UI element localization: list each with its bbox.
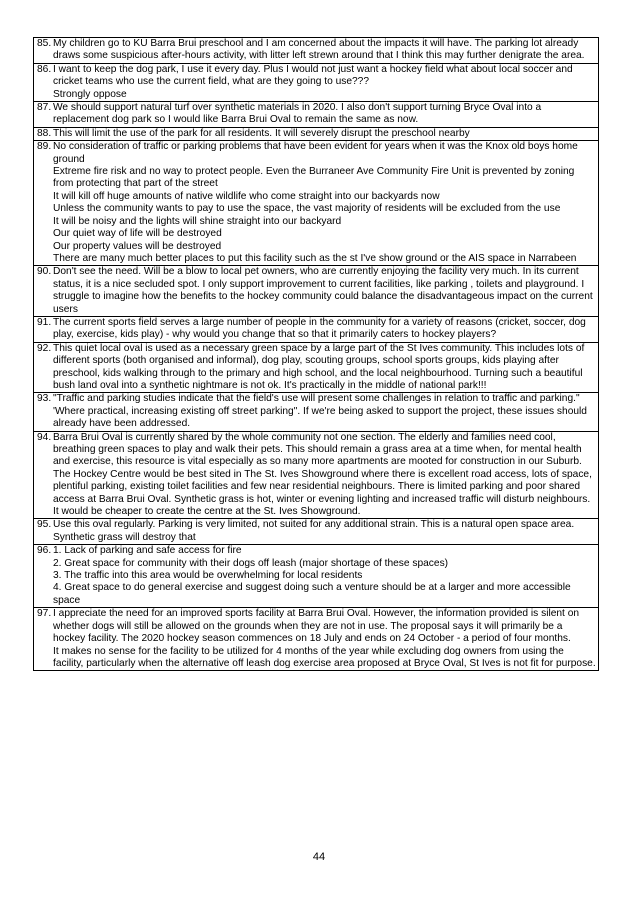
comment-line: I want to keep the dog park, I use it every day. Plus I would not just want a hockey field what about local soccer and cricket teams who use the current field, what are they going to use??? bbox=[53, 63, 573, 88]
comment-cell bbox=[34, 545, 599, 608]
comment-row bbox=[34, 608, 599, 671]
comments-table bbox=[33, 37, 599, 671]
comment-text bbox=[53, 432, 596, 519]
comment-content bbox=[37, 519, 596, 544]
comment-line: No consideration of traffic or parking problems that have been evident for years when it was the Knox old boys home ground bbox=[53, 141, 578, 165]
comment-content bbox=[37, 608, 596, 670]
comment-row bbox=[34, 63, 599, 101]
comment-line: Our quiet way of life will be destroyed bbox=[53, 228, 222, 240]
comments-table-body bbox=[34, 38, 599, 671]
comment-text bbox=[53, 128, 596, 140]
comment-number: 89. bbox=[37, 141, 52, 153]
comment-line: Don't see the need. Will be a blow to local pet owners, who are currently enjoying the facility very much. In its current status, it is a nice secluded spot. I only support improvement to current facilities, like parking , toilets and playground. I struggle to imagine how the benefits to the hockey community could balance the disadvantageous impact on the current users bbox=[53, 266, 593, 315]
comment-text bbox=[53, 545, 596, 607]
comment-line: There are many much better places to put this facility such as the st I've show ground or the AIS space in Narrabeen bbox=[53, 252, 577, 264]
comment-line: I appreciate the need for an improved sports facility at Barra Brui Oval. However, the information provided is silent on whether dogs will still be allowed on the grounds when they are not in use. The proposal says it will primarily be a hockey facility. The 2020 hockey season commences on 18 July and ends on 24 October - a period of four months. bbox=[53, 608, 580, 645]
comment-row bbox=[34, 266, 599, 317]
comment-content bbox=[37, 141, 596, 265]
comment-line: My children go to KU Barra Brui preschool and I am concerned about the impacts it will have. The parking lot already draws some suspicious after-hours activity, with litter left strewn around that I think this may further denigrate the area. bbox=[53, 38, 585, 62]
comment-line: Barra Brui Oval is currently shared by the whole community not one section. The elderly and families need cool, breathing green spaces to play and walk their pets. This should remain a grass area at a time when, for mental health and exercise, this resource is vital especially as so many more apartments are mooted for construction in our Suburb. The Hockey Centre would be best sited in The St. Ives Showground where there is excellent road access, lots of space, plentiful parking, existing toilet facilities and few near residential neighbours. There is limited parking and poor shared access at Barra Brui Oval. Synthetic grass is hot, winter or evening lighting and increased traffic will disturb neighbours. It would be cheaper to create the centre at the St. Ives Showground. bbox=[53, 431, 592, 518]
comment-text bbox=[53, 38, 596, 63]
comment-line: We should support natural turf over synthetic materials in 2020. I also don't support turning Bryce Oval into a replacement dog park so I would like Barra Brui Oval to remain the same as now. bbox=[53, 102, 542, 126]
comment-line: 4. Great space to do general exercise and suggest doing such a venture should be at a larger and more accessible space bbox=[53, 582, 571, 606]
comment-content bbox=[37, 432, 596, 519]
comment-text bbox=[53, 519, 596, 544]
comment-text bbox=[53, 266, 596, 316]
comment-content bbox=[37, 343, 596, 393]
comment-line: Our property values will be destroyed bbox=[53, 240, 222, 252]
comment-number: 91. bbox=[37, 316, 52, 328]
comment-number: 93. bbox=[37, 393, 52, 405]
comment-line: Strongly oppose bbox=[53, 88, 127, 100]
comment-content bbox=[37, 545, 596, 607]
comment-row bbox=[34, 127, 599, 140]
comment-text bbox=[53, 608, 596, 670]
comment-line: This will limit the use of the park for all residents. It will severely disrupt the preschool nearby bbox=[53, 127, 470, 139]
comment-cell bbox=[34, 141, 599, 266]
comment-line: Use this oval regularly. Parking is very limited, not suited for any additional strain. This is a natural open space area. Synthetic grass will destroy that bbox=[53, 519, 575, 543]
comment-row bbox=[34, 102, 599, 128]
comment-text bbox=[53, 393, 596, 430]
comment-cell bbox=[34, 431, 599, 519]
comment-line: 2. Great space for community with their dogs off leash (major shortage of these spaces) bbox=[53, 557, 449, 569]
comment-content bbox=[37, 38, 596, 63]
comment-text bbox=[53, 64, 596, 101]
comment-row bbox=[34, 519, 599, 545]
comment-row bbox=[34, 38, 599, 64]
comment-line: "Traffic and parking studies indicate that the field's use will present some challenges in relation to traffic and parking." 'Where practical, increasing existing off street parking". If we're being asked to support the project, these issues should already have been addressed. bbox=[53, 393, 587, 430]
comment-content bbox=[37, 393, 596, 430]
comment-content bbox=[37, 102, 596, 127]
comment-content bbox=[37, 317, 596, 342]
comment-cell bbox=[34, 266, 599, 317]
comment-row bbox=[34, 431, 599, 519]
comment-line: Extreme fire risk and no way to protect people. Even the Burraneer Ave Community Fire Unit is prevented by zoning from protecting that part of the street bbox=[53, 166, 575, 190]
comment-row bbox=[34, 545, 599, 608]
comment-text bbox=[53, 141, 596, 265]
page-number: 44 bbox=[312, 851, 326, 863]
comment-line: The current sports field serves a large number of people in the community for a variety of reasons (cricket, soccer, dog play, exercise, kids play) - why would you change that so that it primarily caters to hockey players? bbox=[53, 316, 586, 341]
comment-cell bbox=[34, 63, 599, 101]
comment-row bbox=[34, 342, 599, 393]
comment-cell bbox=[34, 608, 599, 671]
comment-line: This quiet local oval is used as a necessary green space by a large part of the St Ives community. This includes lots of different sports (both organised and informal), dog play, scouting groups, school sports groups, kids playing after preschool, kids walking through to the primary and high school, and the local neighbourhood. Turning such a beautiful bush land oval into a synthetic nightmare is not ok. It's practically in the middle of national park!!! bbox=[53, 342, 585, 391]
comment-line: It will kill off huge amounts of native wildlife who come straight into our backyards now bbox=[53, 190, 440, 202]
comment-text bbox=[53, 317, 596, 342]
comment-number: 97. bbox=[37, 608, 52, 620]
comment-cell bbox=[34, 316, 599, 342]
comment-number: 85. bbox=[37, 38, 52, 49]
comment-row bbox=[34, 393, 599, 431]
comment-line: Unless the community wants to pay to use the space, the vast majority of residents will be excluded from the use bbox=[53, 203, 561, 215]
comment-number: 95. bbox=[37, 519, 52, 531]
comment-number: 86. bbox=[37, 63, 52, 75]
comment-content bbox=[37, 128, 596, 140]
comment-line: It will be noisy and the lights will shine straight into our backyard bbox=[53, 215, 342, 227]
comment-cell bbox=[34, 38, 599, 64]
comment-row bbox=[34, 141, 599, 266]
comment-number: 94. bbox=[37, 431, 52, 443]
comment-cell bbox=[34, 342, 599, 393]
comment-number: 92. bbox=[37, 342, 52, 354]
comment-cell bbox=[34, 127, 599, 140]
comment-cell bbox=[34, 393, 599, 431]
comment-cell bbox=[34, 519, 599, 545]
comment-line: It makes no sense for the facility to be utilized for 4 months of the year while excluding dog owners from using the facility, particularly when the alternative off leash dog exercise area proposed at Bryce Oval, St Ives is not fit for purpose. bbox=[53, 645, 596, 669]
comment-content bbox=[37, 266, 596, 316]
comment-line: 1. Lack of parking and safe access for fire bbox=[53, 545, 242, 557]
comment-text bbox=[53, 102, 596, 127]
comment-row bbox=[34, 316, 599, 342]
comment-cell bbox=[34, 102, 599, 128]
comment-number: 90. bbox=[37, 266, 52, 278]
comment-number: 96. bbox=[37, 545, 52, 557]
comment-line: 3. The traffic into this area would be overwhelming for local residents bbox=[53, 570, 363, 582]
comment-number: 88. bbox=[37, 127, 52, 139]
comment-content bbox=[37, 64, 596, 101]
comment-number: 87. bbox=[37, 102, 52, 114]
comment-text bbox=[53, 343, 596, 393]
